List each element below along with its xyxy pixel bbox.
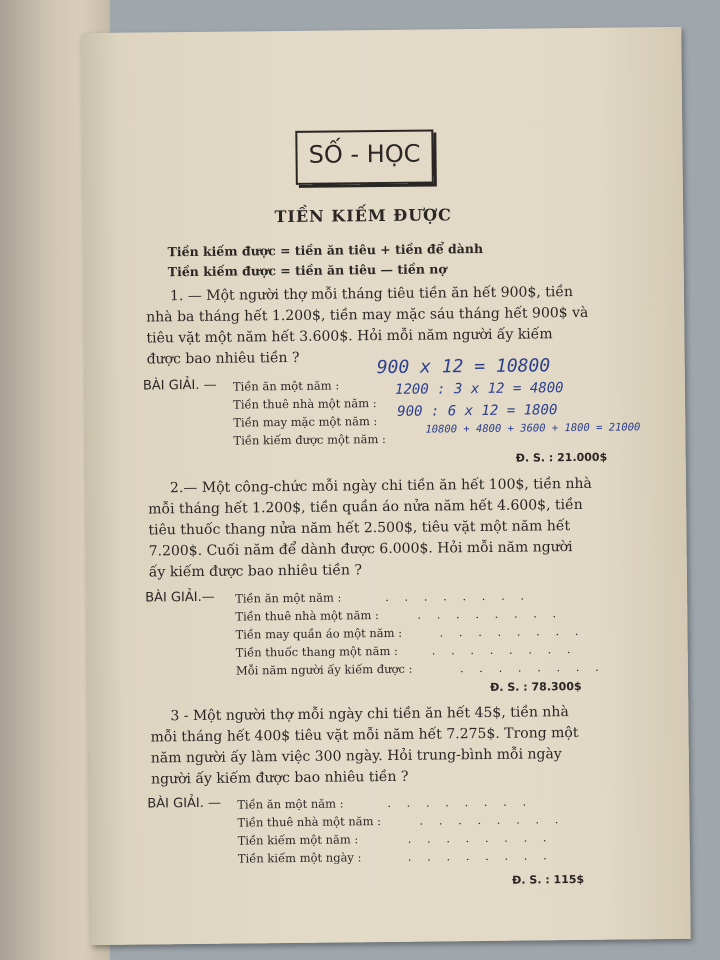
problem-3-answer: Đ. S. : 115$ [512, 872, 585, 887]
handwritten-note: 10800 + 4800 + 3600 + 1800 = 21000 [425, 421, 641, 436]
problem-2-step: Mỗi năm người ấy kiếm được : [235, 661, 413, 678]
problem-3-step: Tiền thuê nhà một năm : [237, 814, 382, 830]
handwritten-note: 900 : 6 x 12 = 1800 [397, 402, 558, 420]
dot-leader: . . . . . . . . [385, 588, 531, 605]
problem-2-line: mỗi tháng hết 1.200$, tiền quần áo nửa năm hết 4.600$, tiền [148, 496, 583, 518]
page-title: SỐ - HỌC [308, 139, 421, 169]
section-heading: TIỀN KIẾM ĐƯỢC [274, 205, 452, 227]
problem-3-solution-label: BÀI GIẢI. — [147, 795, 222, 812]
problem-1-line: nhà ba tháng hết 1.200$, tiền may mặc sáu tháng hết 900$ và [146, 304, 589, 326]
problem-1-step: Tiền may mặc một năm : [233, 414, 378, 430]
problem-2-solution-label: BÀI GIẢI.— [145, 589, 215, 606]
problem-1-step: Tiền thuê nhà một năm : [233, 396, 377, 412]
problem-3-line: 3 - Một người thợ mỗi ngày chi tiền ăn hết 45$, tiền nhà [170, 704, 569, 725]
problem-2-line: 2.— Một công-chức mỗi ngày chi tiền ăn hết 100$, tiền nhà [169, 475, 592, 497]
title-box [295, 129, 434, 184]
problem-1-step: Tiền ăn một năm : [232, 378, 340, 394]
problem-1-line: 1. — Một người thợ mỗi tháng tiêu tiền ăn hết 900$, tiền [169, 284, 574, 305]
dot-leader: . . . . . . . . [417, 606, 563, 622]
problem-1-answer: Đ. S. : 21.000$ [515, 450, 608, 465]
problem-2-step: Tiền may quần áo một năm : [235, 625, 403, 642]
problem-3-step: Tiền ăn một năm : [237, 796, 344, 812]
problem-1-step: Tiền kiếm được một năm : [233, 431, 386, 448]
dot-leader: . . . . . . . . [407, 830, 553, 846]
problem-3-step: Tiền kiếm một năm : [237, 832, 359, 848]
problem-2-line: tiêu thuốc thang nửa năm hết 2.500$, tiêu vặt một năm hết [148, 518, 571, 539]
dot-leader: . . . . . . . . [387, 794, 533, 811]
problem-3-step: Tiền kiếm một ngày : [237, 850, 362, 866]
problem-2-line: ấy kiếm được bao nhiêu tiền ? [148, 562, 363, 581]
problem-2-answer: Đ. S. : 78.300$ [490, 679, 582, 694]
problem-3-line: người ấy kiếm được bao nhiêu tiền ? [150, 768, 409, 788]
dot-leader: . . . . . . . . [419, 812, 565, 828]
handwritten-note: 1200 : 3 x 12 = 4800 [394, 380, 564, 398]
dot-leader: . . . . . . . . [407, 848, 553, 864]
problem-2-line: 7.200$. Cuối năm để dành được 6.000$. Hỏi mỗi năm người [148, 539, 573, 560]
problem-3-line: năm người ấy làm việc 300 ngày. Hỏi trung-bình mỗi ngày [150, 746, 562, 767]
problem-2-step: Tiền ăn một năm : [235, 590, 342, 606]
dot-leader: . . . . . . . . [459, 659, 605, 676]
formula-1: Tiền kiếm được = tiền ăn tiêu + tiền để dành [167, 240, 484, 260]
problem-2-step: Tiền thuê nhà một năm : [235, 608, 379, 624]
dot-leader: . . . . . . . . [439, 623, 585, 640]
dot-leader: . . . . . . . . [431, 642, 577, 658]
problem-1-solution-label: BÀI GIẢI. — [142, 377, 217, 394]
problem-1-line: được bao nhiêu tiền ? [146, 349, 300, 368]
problem-2-step: Tiền thuốc thang một năm : [235, 643, 398, 660]
problem-1-line: tiêu vặt một năm hết 3.600$. Hỏi mỗi năm người ấy kiếm [146, 326, 553, 347]
book-page [81, 27, 691, 945]
formula-2: Tiền kiếm được = tiền ăn tiêu — tiền nợ [167, 261, 447, 280]
problem-3-line: mỗi tháng hết 400$ tiêu vặt mỗi năm hết 7.275$. Trong một [150, 724, 579, 746]
handwritten-note: 900 x 12 = 10800 [376, 355, 551, 379]
